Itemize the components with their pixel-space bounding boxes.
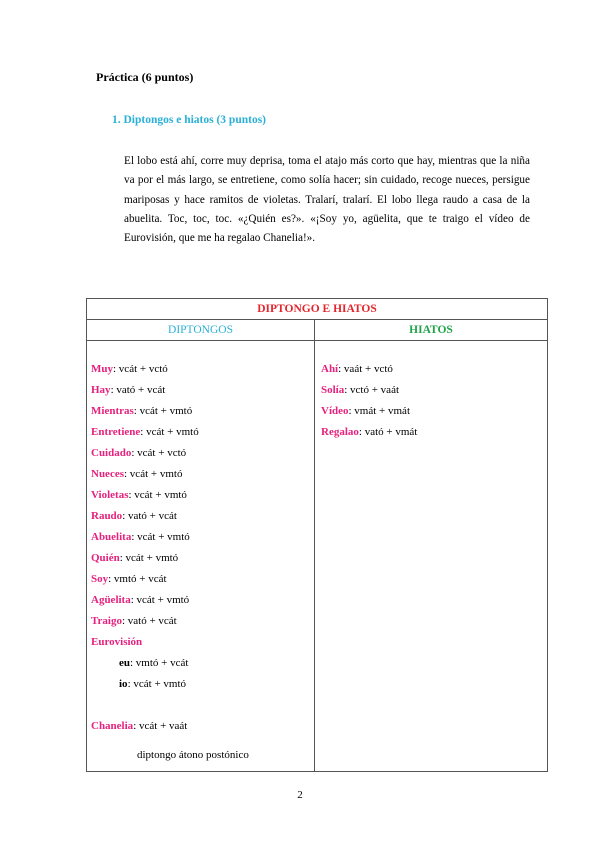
list-item: Eurovisión [91,636,143,648]
list-item: Muy: vcát + vctó [91,363,168,375]
note-text: diptongo átono postónico [137,749,249,761]
list-item: Quién: vcát + vmtó [91,552,179,564]
list-subitem: eu: vmtó + vcát [119,657,189,669]
list-item: Cuidado: vcát + vctó [91,447,187,459]
list-item: Raudo: vató + vcát [91,510,177,522]
list-subitem: io: vcát + vmtó [119,678,187,690]
list-item: Entretiene: vcát + vmtó [91,426,199,438]
list-item: Violetas: vcát + vmtó [91,489,187,501]
list-item: Mientras: vcát + vmtó [91,405,193,417]
list-item: Vídeo: vmát + vmát [321,405,410,417]
list-item: Nueces: vcát + vmtó [91,468,183,480]
exercise-paragraph: El lobo está ahí, corre muy deprisa, toma el atajo más corto que hay, mientras que la niña va por el más largo, se entretiene, como solía hacer; sin cuidado, recoge nueces, persigue mariposas y hace ramitos de violetas. Tralarí, tralarí. El lobo llega raudo a casa de la abuelita. Toc, toc, toc. «¿Quién es?». «¡Soy yo, agüelita, que te traigo el vídeo de Eurovisión, que me ha regalao Chanelia!». [124,155,530,245]
list-item: Abuelita: vcát + vmtó [91,531,190,543]
list-item: Solía: vctó + vaát [321,384,400,396]
column-header-diptongos: DIPTONGOS [87,320,315,341]
list-item: Soy: vmtó + vcát [91,573,167,585]
list-item: Traigo: vató + vcát [91,615,177,627]
section-title: 1. Diptongos e hiatos (3 puntos) [112,114,266,126]
list-item: Regalao: vató + vmát [321,426,418,438]
column-header-hiatos: HIATOS [315,320,548,341]
page-number: 2 [297,789,303,801]
list-item: Chanelia: vcát + vaát [91,720,188,732]
table-title: DIPTONGO E HIATOS [87,299,548,320]
diptongos-hiatos-table [86,298,548,772]
page-heading: Práctica (6 puntos) [96,70,194,84]
diptongos-cell [87,341,315,772]
list-item: Hay: vató + vcát [91,384,166,396]
list-item: Ahí: vaát + vctó [321,363,393,375]
list-item: Agüelita: vcát + vmtó [91,594,190,606]
hiatos-cell [315,341,548,772]
